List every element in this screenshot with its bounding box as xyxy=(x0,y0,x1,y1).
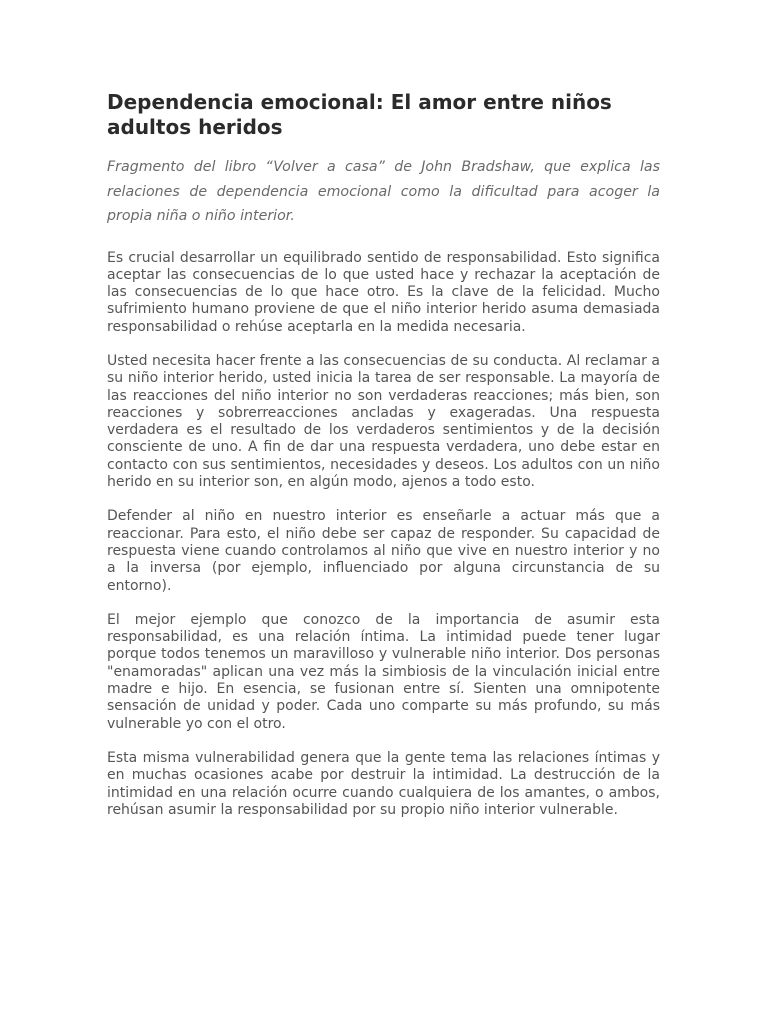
paragraph: Defender al niño en nuestro interior es enseñarle a actuar más que a reaccionar. Para esto, el niño debe ser capaz de responder. Su capacidad de respuesta viene cuando controlamos al niño que vive en nuestro interior y no a la inversa (por ejemplo, influenciado por alguna circunstancia de su entorno). xyxy=(107,508,660,594)
paragraph: Esta misma vulnerabilidad genera que la gente tema las relaciones íntimas y en muchas ocasiones acabe por destruir la intimidad. La destrucción de la intimidad en una relación ocurre cuando cualquiera de los amantes, o ambos, rehúsan asumir la responsabilidad por su propio niño interior vulnerable. xyxy=(107,749,660,818)
paragraph: Es crucial desarrollar un equilibrado sentido de responsabilidad. Esto significa aceptar las consecuencias de lo que usted hace y rechazar la aceptación de las consecuencias de lo que hace otro. Es la clave de la felicidad. Mucho sufrimiento humano proviene de que el niño interior herido asuma demasiada responsabilidad o rehúse aceptarla en la medida necesaria. xyxy=(107,249,660,335)
article-subtitle: Fragmento del libro “Volver a casa” de John Bradshaw, que explica las relaciones de dependencia emocional como la dificultad para acoger la propia niña o niño interior. xyxy=(107,159,660,224)
article-body xyxy=(107,250,660,820)
article-title: Dependencia emocional: El amor entre niños adultos heridos xyxy=(107,90,612,139)
paragraph: El mejor ejemplo que conozco de la importancia de asumir esta responsabilidad, es una relación íntima. La intimidad puede tener lugar porque todos tenemos un maravilloso y vulnerable niño interior. Dos personas "enamoradas" aplican una vez más la simbiosis de la vinculación inicial entre madre e hijo. En esencia, se fusionan entre sí. Sienten una omnipotente sensación de unidad y poder. Cada uno comparte su más profundo, su más vulnerable yo con el otro. xyxy=(107,611,660,732)
document-page xyxy=(107,90,660,836)
paragraph: Usted necesita hacer frente a las consecuencias de su conducta. Al reclamar a su niño interior herido, usted inicia la tarea de ser responsable. La mayoría de las reacciones del niño interior no son verdaderas reacciones; más bien, son reacciones y sobrerreacciones ancladas y exageradas. Una respuesta verdadera es el resultado de los verdaderos sentimientos y de la decisión consciente de uno. A fin de dar una respuesta verdadera, uno debe estar en contacto con sus sentimientos, necesidades y deseos. Los adultos con un niño herido en su interior son, en algún modo, ajenos a todo esto. xyxy=(107,352,660,491)
